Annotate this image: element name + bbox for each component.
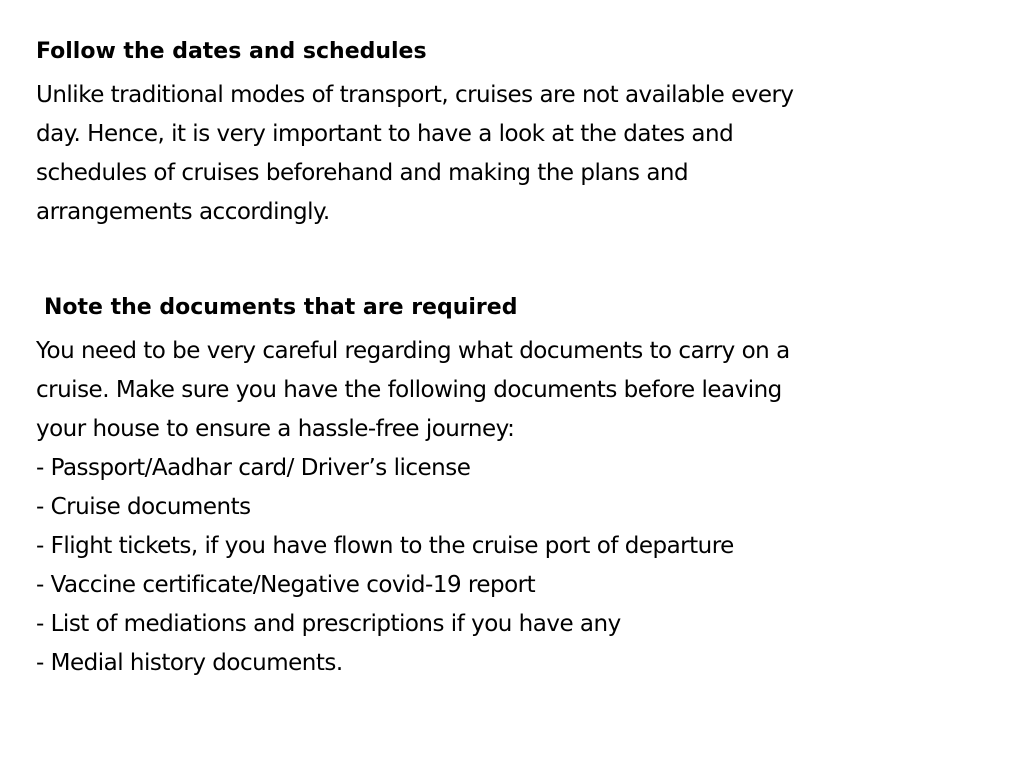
- paragraph-line: cruise. Make sure you have the following documents before leaving: [36, 377, 782, 403]
- list-item: - Medial history documents.: [36, 650, 343, 676]
- list-item: - List of mediations and prescriptions if you have any: [36, 611, 621, 637]
- paragraph-line: You need to be very careful regarding what documents to carry on a: [36, 338, 790, 364]
- list-item: - Flight tickets, if you have flown to the cruise port of departure: [36, 533, 734, 559]
- documents-list: [36, 449, 996, 683]
- section-documents-required: [36, 290, 996, 683]
- paragraph-line: schedules of cruises beforehand and making the plans and: [36, 160, 689, 186]
- list-item: - Vaccine certificate/Negative covid-19 report: [36, 572, 536, 598]
- slide-content: [36, 34, 996, 683]
- paragraph-line: arrangements accordingly.: [36, 199, 330, 225]
- heading-dates-schedules: Follow the dates and schedules: [36, 39, 427, 64]
- paragraph-dates-schedules: [36, 76, 996, 232]
- paragraph-documents-required: [36, 332, 996, 449]
- paragraph-line: day. Hence, it is very important to have a look at the dates and: [36, 121, 734, 147]
- paragraph-line: your house to ensure a hassle-free journey:: [36, 416, 515, 442]
- section-dates-schedules: [36, 34, 996, 232]
- heading-documents-required: Note the documents that are required: [44, 295, 518, 320]
- list-item: - Passport/Aadhar card/ Driver’s license: [36, 455, 471, 481]
- list-item: - Cruise documents: [36, 494, 251, 520]
- paragraph-line: Unlike traditional modes of transport, cruises are not available every: [36, 82, 794, 108]
